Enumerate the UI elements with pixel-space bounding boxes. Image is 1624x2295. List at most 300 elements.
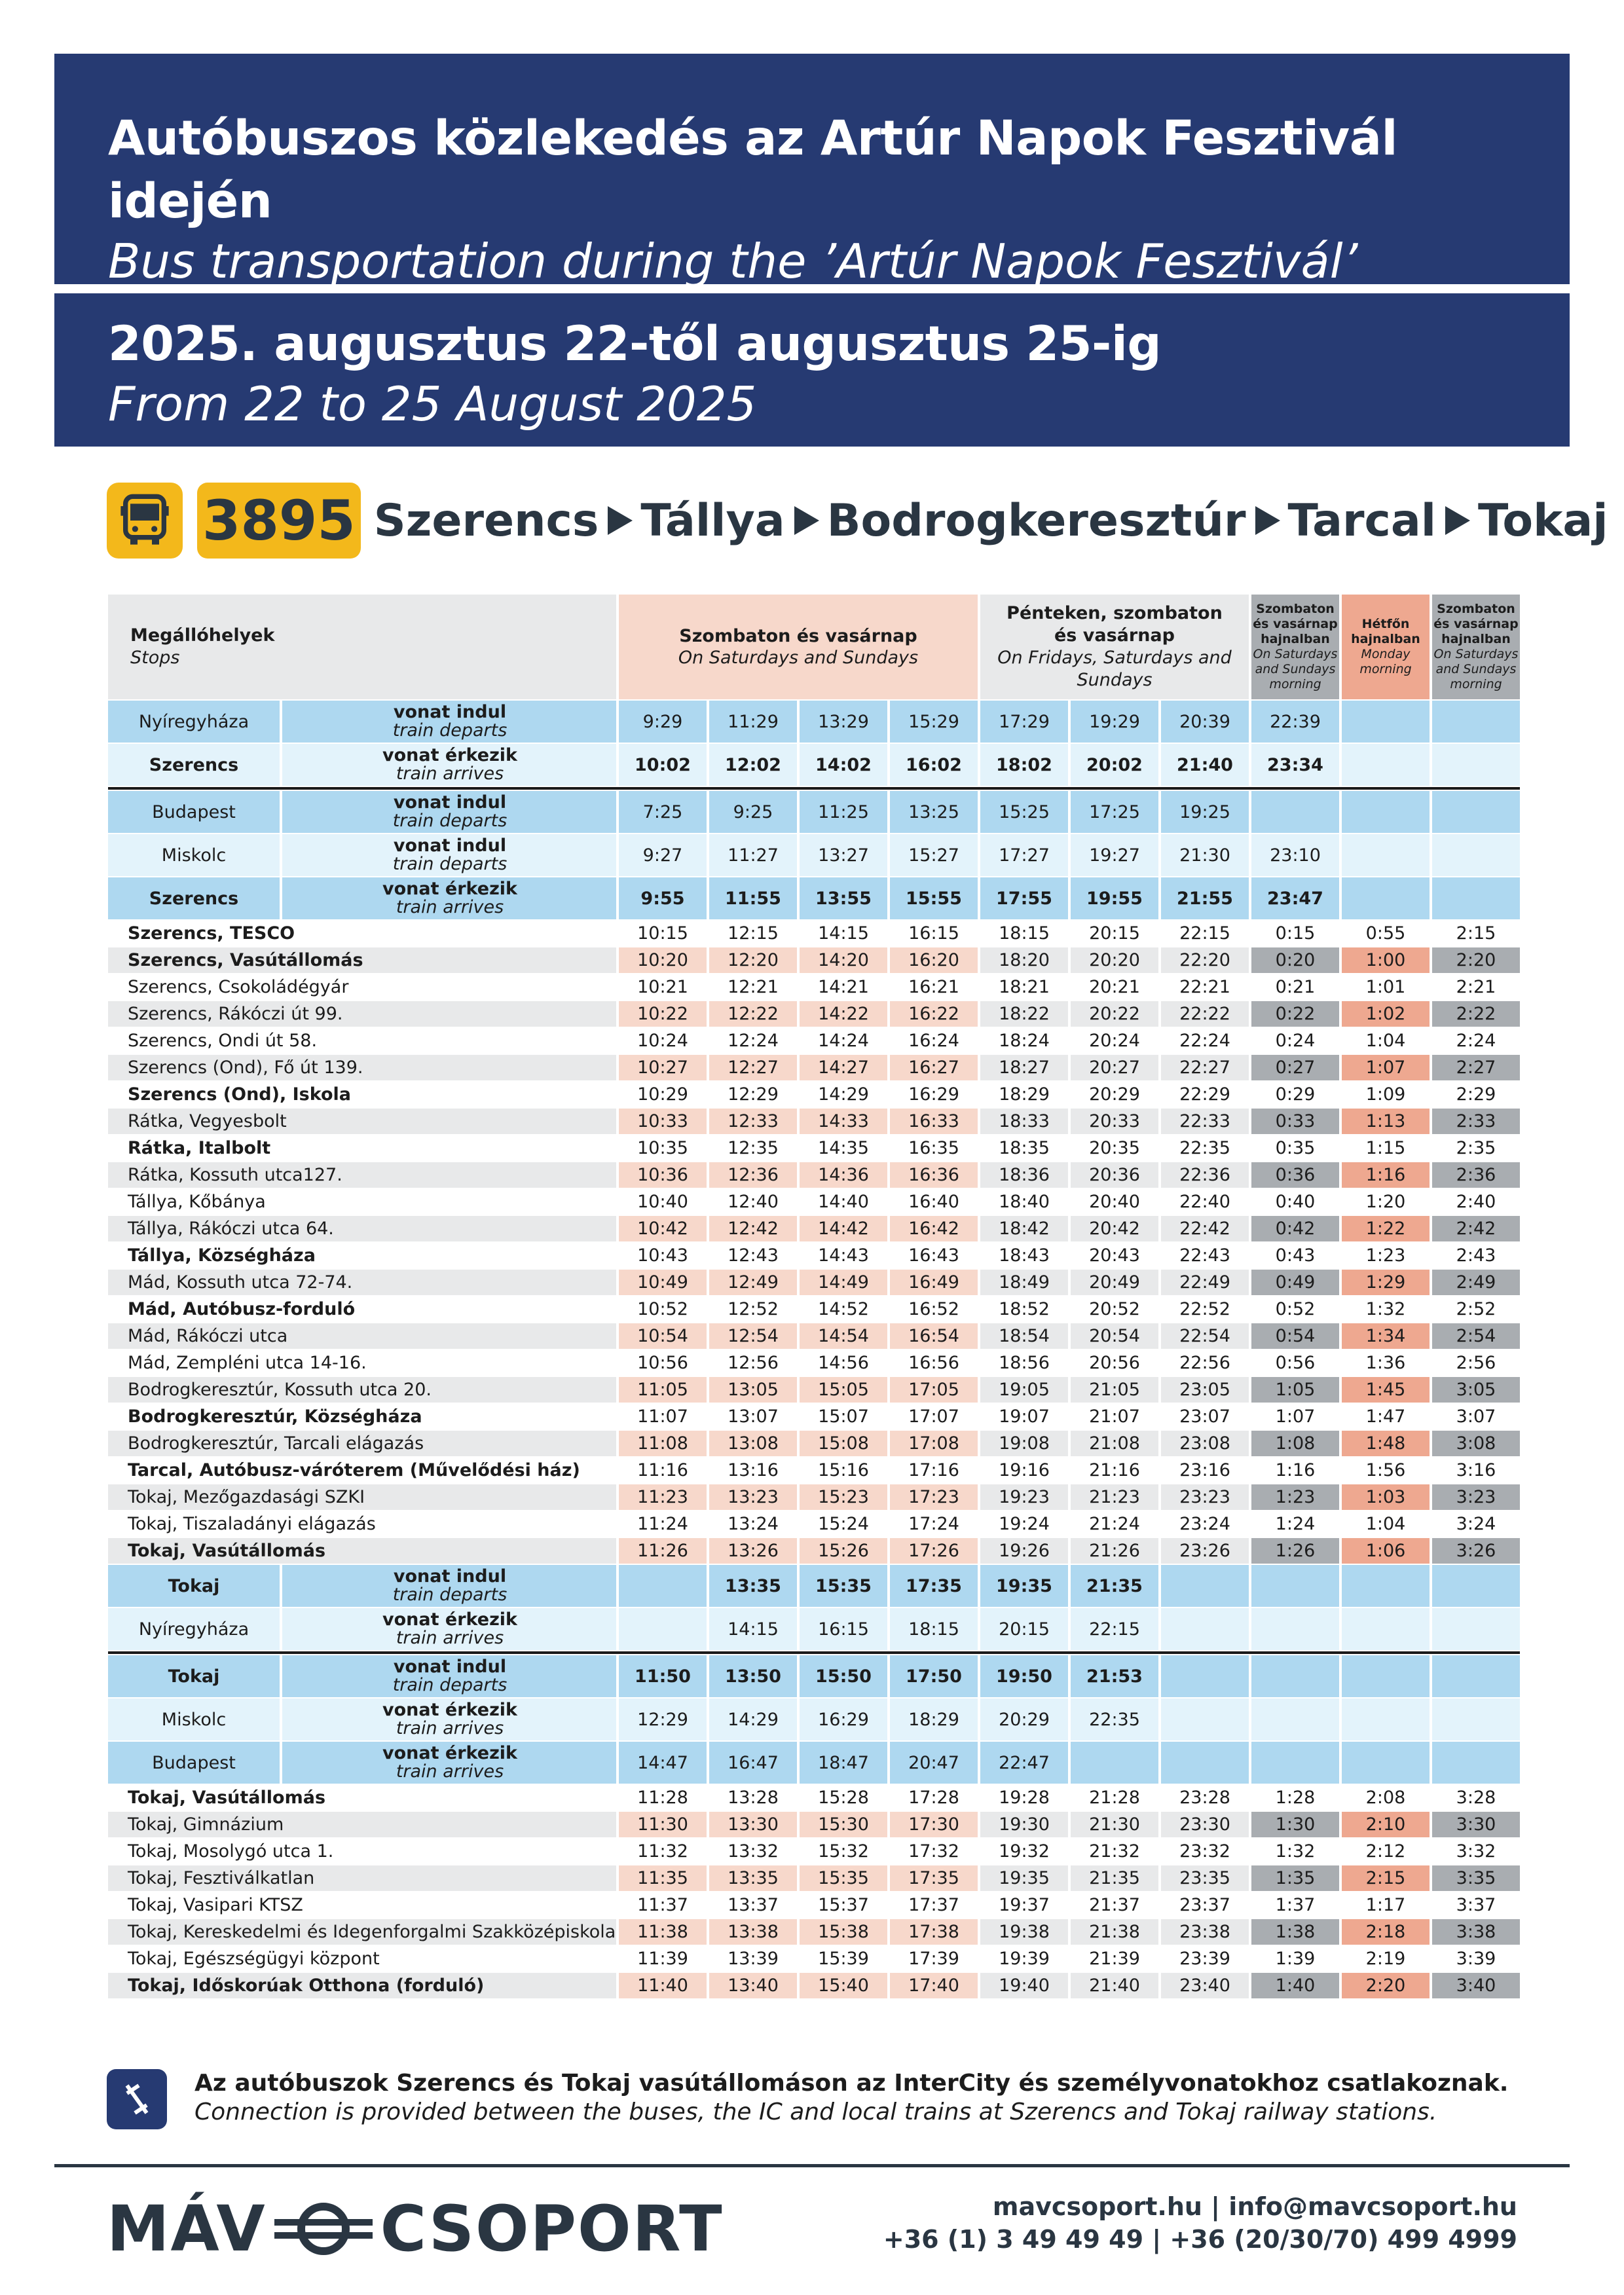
bus-stop-time: 18:36 bbox=[980, 1162, 1068, 1188]
bus-stop-name: Mád, Rákóczi utca bbox=[108, 1323, 616, 1349]
bus-stop-time: 16:33 bbox=[890, 1109, 978, 1134]
bus-stop-time: 11:37 bbox=[637, 1895, 688, 1915]
header-monday-morning bbox=[1342, 595, 1430, 699]
bus-stop-time: 17:28 bbox=[908, 1788, 959, 1808]
bus-stop-name: Szerencs, Vasútállomás bbox=[108, 947, 616, 973]
bus-stop-time: 17:32 bbox=[908, 1841, 959, 1862]
bus-stop-time: 0:15 bbox=[1275, 923, 1316, 944]
bus-stop-time: 1:06 bbox=[1342, 1538, 1430, 1564]
header-stops-en: Stops bbox=[130, 648, 180, 668]
train-time: 14:47 bbox=[619, 1742, 707, 1784]
train-time: 17:27 bbox=[980, 834, 1068, 876]
train-time bbox=[1432, 744, 1520, 786]
train-time: 13:27 bbox=[800, 834, 887, 876]
bus-stop-name: Tállya, Rákóczi utca 64. bbox=[108, 1216, 616, 1241]
bus-stop-time: 2:10 bbox=[1342, 1812, 1430, 1837]
route-stop: Szerencs bbox=[373, 494, 599, 547]
bus-stop-time: 22:40 bbox=[1179, 1192, 1230, 1212]
bus-stop-time: 3:35 bbox=[1432, 1865, 1520, 1891]
train-time bbox=[1342, 791, 1430, 833]
bus-stop-time: 20:22 bbox=[1071, 1001, 1158, 1027]
bus-stop-name: Szerencs, Ondi út 58. bbox=[128, 1031, 318, 1051]
train-action-en: train arrives bbox=[396, 763, 504, 784]
bus-stop-time: 10:49 bbox=[619, 1270, 707, 1295]
bus-stop-time: 1:39 bbox=[1275, 1949, 1316, 1969]
bus-stop-time: 18:42 bbox=[980, 1216, 1068, 1241]
bus-stop-time: 10:33 bbox=[619, 1109, 707, 1134]
bus-stop-time: 3:07 bbox=[1456, 1406, 1496, 1427]
bus-stop-time: 23:07 bbox=[1179, 1406, 1230, 1427]
bus-stop-row bbox=[108, 1135, 1520, 1161]
bus-stop-time: 1:48 bbox=[1342, 1431, 1430, 1456]
bus-stop-name: Rátka, Italbolt bbox=[128, 1138, 271, 1158]
bus-stop-time: 20:40 bbox=[1089, 1192, 1140, 1212]
bus-stop-time: 11:08 bbox=[619, 1431, 707, 1456]
bus-stop-row bbox=[108, 1162, 1520, 1188]
bus-stop-time: 13:40 bbox=[709, 1973, 797, 1998]
train-action bbox=[282, 1742, 616, 1784]
bus-stop-time: 23:08 bbox=[1161, 1431, 1249, 1456]
bus-stop-time: 1:47 bbox=[1365, 1406, 1406, 1427]
bus-stop-time: 2:21 bbox=[1456, 977, 1496, 997]
train-row bbox=[108, 744, 1520, 786]
train-time bbox=[1251, 1608, 1339, 1650]
header-stops bbox=[108, 595, 616, 699]
train-time bbox=[1342, 834, 1430, 876]
info-hu: Az autóbuszok Szerencs és Tokaj vasútállomáson az InterCity és személyvonatokhoz csatlakoznak. bbox=[194, 2070, 1509, 2097]
train-station: Budapest bbox=[108, 791, 280, 833]
train-action-hu: vonat indul bbox=[393, 1566, 507, 1587]
bus-stop-time: 14:24 bbox=[818, 1031, 869, 1051]
bus-stop-time: 11:39 bbox=[637, 1949, 688, 1969]
header-weekend-morning-2-hu: Szombaton és vasárnap hajnalban bbox=[1433, 602, 1519, 646]
train-time: 14:15 bbox=[709, 1608, 797, 1650]
mav-logo bbox=[107, 2192, 724, 2266]
bus-stop-time: 12:54 bbox=[709, 1323, 797, 1349]
bus-stop-time: 23:16 bbox=[1179, 1460, 1230, 1480]
bus-stop-time: 15:30 bbox=[800, 1812, 887, 1837]
bus-stop-time: 12:33 bbox=[709, 1109, 797, 1134]
train-time: 23:47 bbox=[1251, 877, 1339, 919]
bus-stop-row bbox=[108, 1812, 1520, 1837]
bus-stop-time: 1:37 bbox=[1275, 1895, 1316, 1915]
logo-right: CSOPORT bbox=[380, 2192, 724, 2266]
train-time: 13:25 bbox=[890, 791, 978, 833]
bus-stop-time: 19:24 bbox=[999, 1514, 1050, 1534]
bus-stop-time: 17:16 bbox=[908, 1460, 959, 1480]
train-station: Szerencs bbox=[108, 877, 280, 919]
bus-stop-time: 15:24 bbox=[818, 1514, 869, 1534]
train-time bbox=[1342, 1655, 1430, 1697]
bus-stop-time: 3:40 bbox=[1432, 1973, 1520, 1998]
route-stop: Tállya bbox=[640, 494, 785, 547]
train-station: Nyíregyháza bbox=[108, 1608, 280, 1650]
bus-stop-time: 22:52 bbox=[1179, 1299, 1230, 1319]
bus-stop-time: 13:07 bbox=[728, 1406, 779, 1427]
bus-stop-time: 18:15 bbox=[999, 923, 1050, 944]
train-station: Miskolc bbox=[108, 834, 280, 876]
bus-stop-time: 1:04 bbox=[1365, 1031, 1406, 1051]
bus-stop-time: 20:20 bbox=[1071, 947, 1158, 973]
bus-stop-time: 1:30 bbox=[1251, 1812, 1339, 1837]
bus-stop-time: 18:33 bbox=[980, 1109, 1068, 1134]
bus-stop-time: 16:36 bbox=[890, 1162, 978, 1188]
bus-stop-row bbox=[108, 947, 1520, 973]
bus-stop-time: 1:00 bbox=[1342, 947, 1430, 973]
bus-stop-time: 1:16 bbox=[1342, 1162, 1430, 1188]
bus-stop-time: 21:24 bbox=[1089, 1514, 1140, 1534]
train-time: 16:15 bbox=[800, 1608, 887, 1650]
bus-stop-time: 17:37 bbox=[908, 1895, 959, 1915]
bus-stop-time: 18:29 bbox=[999, 1084, 1050, 1105]
train-action-hu: vonat indul bbox=[393, 1657, 507, 1677]
train-time: 19:35 bbox=[980, 1565, 1068, 1607]
bus-stop-row bbox=[108, 1028, 1520, 1054]
train-action-hu: vonat érkezik bbox=[382, 745, 517, 765]
bus-stop-time: 13:26 bbox=[709, 1538, 797, 1564]
train-time: 20:29 bbox=[980, 1698, 1068, 1740]
divider-line bbox=[108, 787, 1520, 790]
train-time bbox=[1342, 701, 1430, 743]
bus-stop-time: 10:24 bbox=[637, 1031, 688, 1051]
train-time: 17:25 bbox=[1071, 791, 1158, 833]
bus-stop-time: 2:49 bbox=[1432, 1270, 1520, 1295]
bus-stop-time: 23:37 bbox=[1179, 1895, 1230, 1915]
bus-stop-time: 19:32 bbox=[999, 1841, 1050, 1862]
bus-stop-row bbox=[108, 1109, 1520, 1134]
bus-stop-time: 21:30 bbox=[1071, 1812, 1158, 1837]
bus-stop-time: 1:15 bbox=[1365, 1138, 1406, 1158]
train-action bbox=[282, 834, 616, 876]
bus-stop-time: 12:43 bbox=[728, 1245, 779, 1266]
train-time bbox=[1071, 1742, 1158, 1784]
dates-banner bbox=[54, 293, 1570, 447]
train-time: 18:47 bbox=[800, 1742, 887, 1784]
train-time: 17:55 bbox=[980, 877, 1068, 919]
train-time bbox=[1251, 1655, 1339, 1697]
dates-hu: 2025. augusztus 22-től augusztus 25-ig bbox=[108, 316, 1162, 372]
title-en: Bus transportation during the ’Artúr Napok Fesztivál’ bbox=[108, 234, 1358, 289]
bus-stop-name: Tokaj, Kereskedelmi és Idegenforgalmi Szakközépiskola bbox=[108, 1919, 616, 1945]
train-time bbox=[1251, 1565, 1339, 1607]
bus-stop-time: 1:17 bbox=[1365, 1895, 1406, 1915]
bus-stop-time: 18:20 bbox=[980, 947, 1068, 973]
train-time bbox=[1432, 1608, 1520, 1650]
bus-stop-time: 15:05 bbox=[800, 1377, 887, 1403]
bus-stop-time: 0:52 bbox=[1275, 1299, 1316, 1319]
bus-stop-time: 19:08 bbox=[980, 1431, 1068, 1456]
train-time bbox=[1432, 1698, 1520, 1740]
train-time bbox=[1432, 834, 1520, 876]
bus-stop-time: 11:35 bbox=[619, 1865, 707, 1891]
bus-stop-time: 1:38 bbox=[1251, 1919, 1339, 1945]
bus-stop-time: 0:55 bbox=[1365, 923, 1406, 944]
bus-stop-time: 0:22 bbox=[1251, 1001, 1339, 1027]
arrow-right-icon bbox=[1255, 506, 1280, 535]
train-time: 9:29 bbox=[619, 701, 707, 743]
train-time: 21:53 bbox=[1071, 1655, 1158, 1697]
train-station: Tokaj bbox=[108, 1565, 280, 1607]
train-action bbox=[282, 1608, 616, 1650]
train-station: Budapest bbox=[108, 1742, 280, 1784]
train-time: 9:25 bbox=[709, 791, 797, 833]
bus-stop-time: 3:39 bbox=[1456, 1949, 1496, 1969]
train-time: 14:02 bbox=[800, 744, 887, 786]
bus-stop-time: 2:20 bbox=[1432, 947, 1520, 973]
bus-stop-time: 19:30 bbox=[980, 1812, 1068, 1837]
bus-stop-name: Tokaj, Vasútállomás bbox=[128, 1788, 326, 1808]
bus-stop-time: 21:40 bbox=[1071, 1973, 1158, 1998]
bus-stop-time: 12:40 bbox=[728, 1192, 779, 1212]
bus-stop-name: Tokaj, Mosolygó utca 1. bbox=[128, 1841, 334, 1862]
bus-stop-time: 14:42 bbox=[800, 1216, 887, 1241]
bus-stop-row bbox=[108, 1892, 1520, 1918]
bus-stop-time: 14:35 bbox=[818, 1138, 869, 1158]
bus-stop-name: Szerencs (Ond), Iskola bbox=[128, 1084, 352, 1105]
train-action-hu: vonat érkezik bbox=[382, 879, 517, 899]
bus-stop-time: 15:39 bbox=[818, 1949, 869, 1969]
bus-stop-time: 22:35 bbox=[1179, 1138, 1230, 1158]
bus-stop-row bbox=[108, 1458, 1520, 1483]
train-time bbox=[1251, 1742, 1339, 1784]
train-action bbox=[282, 701, 616, 743]
train-station: Nyíregyháza bbox=[108, 701, 280, 743]
bus-stop-time: 3:05 bbox=[1432, 1377, 1520, 1403]
bus-stop-time: 20:15 bbox=[1089, 923, 1140, 944]
bus-stop-row bbox=[108, 1243, 1520, 1268]
bus-stop-time: 15:40 bbox=[800, 1973, 887, 1998]
bus-stop-row bbox=[108, 1001, 1520, 1027]
bus-stop-time: 17:40 bbox=[890, 1973, 978, 1998]
bus-stop-time: 13:28 bbox=[728, 1788, 779, 1808]
train-action bbox=[282, 744, 616, 786]
bus-stop-time: 17:05 bbox=[890, 1377, 978, 1403]
bus-stop-time: 10:36 bbox=[619, 1162, 707, 1188]
train-row bbox=[108, 877, 1520, 919]
train-time bbox=[1251, 1698, 1339, 1740]
bus-stop-name: Szerencs, TESCO bbox=[128, 923, 295, 944]
bus-stop-time: 14:36 bbox=[800, 1162, 887, 1188]
header-monday-morning-en: Monday morning bbox=[1359, 647, 1412, 676]
bus-stop-time: 21:08 bbox=[1071, 1431, 1158, 1456]
bus-stop-time: 12:20 bbox=[709, 947, 797, 973]
bus-stop-time: 14:49 bbox=[800, 1270, 887, 1295]
arrow-right-icon bbox=[1445, 506, 1470, 535]
bus-stop-time: 12:27 bbox=[709, 1055, 797, 1080]
bus-stop-time: 10:20 bbox=[619, 947, 707, 973]
contact-web-email[interactable]: mavcsoport.hu | info@mavcsoport.hu bbox=[992, 2192, 1517, 2221]
bus-stop-time: 13:39 bbox=[728, 1949, 779, 1969]
bus-stop-time: 13:32 bbox=[728, 1841, 779, 1862]
bus-stop-time: 15:37 bbox=[818, 1895, 869, 1915]
bus-stop-time: 1:56 bbox=[1365, 1460, 1406, 1480]
bus-stop-time: 16:52 bbox=[908, 1299, 959, 1319]
header-weekend-morning-2-en: On Saturdays and Sundays morning bbox=[1433, 647, 1519, 691]
bus-stop-time: 19:07 bbox=[999, 1406, 1050, 1427]
bus-stop-time: 1:24 bbox=[1275, 1514, 1316, 1534]
train-action bbox=[282, 1565, 616, 1607]
train-time bbox=[1432, 1655, 1520, 1697]
footer-contact bbox=[883, 2190, 1517, 2256]
bus-stop-time: 0:21 bbox=[1275, 977, 1316, 997]
title-hu: Autóbuszos közlekedés az Artúr Napok Fesztivál idején bbox=[108, 111, 1397, 229]
header-weekend-morning-hu: Szombaton és vasárnap hajnalban bbox=[1253, 602, 1338, 646]
bus-stop-time: 14:56 bbox=[818, 1353, 869, 1373]
train-time: 13:35 bbox=[709, 1565, 797, 1607]
bus-stop-time: 19:16 bbox=[999, 1460, 1050, 1480]
bus-stop-time: 21:07 bbox=[1089, 1406, 1140, 1427]
arrow-right-icon bbox=[608, 506, 633, 535]
bus-stop-row bbox=[108, 1785, 1520, 1810]
bus-stop-time: 2:52 bbox=[1456, 1299, 1496, 1319]
bus-stop-time: 21:35 bbox=[1071, 1865, 1158, 1891]
bus-stop-time: 19:05 bbox=[980, 1377, 1068, 1403]
header-weekend bbox=[619, 595, 978, 699]
train-action-en: train departs bbox=[392, 1585, 507, 1605]
bus-stop-name: Rátka, Vegyesbolt bbox=[108, 1109, 616, 1134]
train-station: Tokaj bbox=[108, 1655, 280, 1697]
train-time: 11:55 bbox=[709, 877, 797, 919]
contact-phones: +36 (1) 3 49 49 49 | +36 (20/30/70) 499 4999 bbox=[883, 2225, 1517, 2254]
bus-stop-time: 23:35 bbox=[1161, 1865, 1249, 1891]
bus-stop-time: 21:16 bbox=[1089, 1460, 1140, 1480]
bus-stop-time: 3:32 bbox=[1456, 1841, 1496, 1862]
table-divider bbox=[108, 787, 1520, 790]
train-time bbox=[619, 1565, 707, 1607]
bus-stop-time: 14:15 bbox=[818, 923, 869, 944]
bus-stop-time: 1:03 bbox=[1342, 1484, 1430, 1510]
bus-stop-time: 18:27 bbox=[980, 1055, 1068, 1080]
train-time: 14:29 bbox=[709, 1698, 797, 1740]
bus-stop-time: 2:33 bbox=[1432, 1109, 1520, 1134]
train-time: 19:29 bbox=[1071, 701, 1158, 743]
bus-stop-time: 18:21 bbox=[999, 977, 1050, 997]
bus-stop-time: 12:21 bbox=[728, 977, 779, 997]
bus-stop-time: 12:22 bbox=[709, 1001, 797, 1027]
bus-stop-time: 2:18 bbox=[1342, 1919, 1430, 1945]
train-time bbox=[1342, 1742, 1430, 1784]
bus-stop-time: 11:23 bbox=[619, 1484, 707, 1510]
bus-stop-time: 22:21 bbox=[1179, 977, 1230, 997]
train-row bbox=[108, 834, 1520, 876]
train-time: 16:29 bbox=[800, 1698, 887, 1740]
bus-stop-time: 22:27 bbox=[1161, 1055, 1249, 1080]
bus-stop-name: Tokaj, Egészségügyi központ bbox=[128, 1949, 380, 1969]
bus-stop-row bbox=[108, 974, 1520, 1000]
bus-stop-time: 18:35 bbox=[999, 1138, 1050, 1158]
bus-stop-time: 18:52 bbox=[999, 1299, 1050, 1319]
bus-stop-time: 2:12 bbox=[1365, 1841, 1406, 1862]
bus-stop-time: 1:23 bbox=[1251, 1484, 1339, 1510]
bus-stop-time: 18:43 bbox=[999, 1245, 1050, 1266]
bus-stop-time: 20:21 bbox=[1089, 977, 1140, 997]
bus-stop-time: 16:40 bbox=[908, 1192, 959, 1212]
bus-stop-row bbox=[108, 1055, 1520, 1080]
bus-stop-time: 17:39 bbox=[908, 1949, 959, 1969]
timetable-body bbox=[108, 701, 1520, 1998]
bus-stop-name: Tokaj, Gimnázium bbox=[108, 1812, 616, 1837]
bus-stop-time: 0:54 bbox=[1251, 1323, 1339, 1349]
train-time: 20:39 bbox=[1161, 701, 1249, 743]
bus-stop-time: 0:56 bbox=[1275, 1353, 1316, 1373]
train-time: 22:47 bbox=[980, 1742, 1068, 1784]
bus-stop-time: 11:28 bbox=[637, 1788, 688, 1808]
bus-stop-time: 3:24 bbox=[1456, 1514, 1496, 1534]
train-time: 20:15 bbox=[980, 1608, 1068, 1650]
bus-stop-time: 22:24 bbox=[1179, 1031, 1230, 1051]
bus-stop-name: Tokaj, Vasútállomás bbox=[108, 1538, 616, 1564]
bus-stop-time: 3:37 bbox=[1456, 1895, 1496, 1915]
bus-stop-time: 19:38 bbox=[980, 1919, 1068, 1945]
bus-stop-time: 23:40 bbox=[1161, 1973, 1249, 1998]
bus-stop-time: 22:54 bbox=[1161, 1323, 1249, 1349]
bus-stop-time: 1:07 bbox=[1342, 1055, 1430, 1080]
bus-stop-time: 12:15 bbox=[728, 923, 779, 944]
bus-stop-time: 1:04 bbox=[1365, 1514, 1406, 1534]
bus-stop-row bbox=[108, 1216, 1520, 1241]
train-row bbox=[108, 701, 1520, 743]
bus-stop-time: 13:38 bbox=[709, 1919, 797, 1945]
bus-stop-time: 12:52 bbox=[728, 1299, 779, 1319]
train-time bbox=[1161, 1655, 1249, 1697]
bus-stop-name: Tokaj, Időskorúak Otthona (forduló) bbox=[108, 1973, 616, 1998]
bus-stop-time: 11:24 bbox=[637, 1514, 688, 1534]
bus-stop-time: 17:24 bbox=[908, 1514, 959, 1534]
bus-stop-time: 17:26 bbox=[890, 1538, 978, 1564]
bus-stop-time: 12:42 bbox=[709, 1216, 797, 1241]
bus-stop-name: Mád, Kossuth utca 72-74. bbox=[108, 1270, 616, 1295]
bus-stop-time: 14:40 bbox=[818, 1192, 869, 1212]
bus-stop-time: 23:26 bbox=[1161, 1538, 1249, 1564]
bus-stop-time: 13:16 bbox=[728, 1460, 779, 1480]
bus-stop-time: 19:40 bbox=[980, 1973, 1068, 1998]
bus-stop-time: 14:29 bbox=[818, 1084, 869, 1105]
bus-stop-row bbox=[108, 1865, 1520, 1891]
connection-info bbox=[107, 2069, 1508, 2129]
bus-stop-name: Tokaj, Vasipari KTSZ bbox=[128, 1895, 303, 1915]
train-action-en: train departs bbox=[392, 1675, 507, 1695]
bus-stop-time: 23:05 bbox=[1161, 1377, 1249, 1403]
bus-stop-name: Tállya, Községháza bbox=[128, 1245, 316, 1266]
bus-stop-time: 1:32 bbox=[1275, 1841, 1316, 1862]
bus-stop-time: 1:01 bbox=[1365, 977, 1406, 997]
bus-stop-time: 20:52 bbox=[1089, 1299, 1140, 1319]
train-time bbox=[1432, 1742, 1520, 1784]
bus-stop-time: 11:30 bbox=[619, 1812, 707, 1837]
bus-stop-time: 10:56 bbox=[637, 1353, 688, 1373]
train-action-en: train arrives bbox=[396, 897, 504, 917]
bus-stop-name: Tállya, Kőbánya bbox=[128, 1192, 266, 1212]
bus-stop-name: Tokaj, Mezőgazdasági SZKI bbox=[108, 1484, 616, 1510]
train-time: 18:02 bbox=[980, 744, 1068, 786]
bus-stop-time: 12:49 bbox=[709, 1270, 797, 1295]
bus-stop-time: 18:24 bbox=[999, 1031, 1050, 1051]
bus-icon bbox=[107, 483, 183, 559]
bus-stop-name: Rátka, Kossuth utca127. bbox=[108, 1162, 616, 1188]
train-time: 22:39 bbox=[1251, 701, 1339, 743]
bus-stop-time: 12:29 bbox=[728, 1084, 779, 1105]
header-fri-weekend-hu: Pénteken, szombaton és vasárnap bbox=[1006, 603, 1223, 646]
bus-stop-time: 22:20 bbox=[1161, 947, 1249, 973]
bus-stop-time: 19:28 bbox=[999, 1788, 1050, 1808]
bus-stop-time: 0:36 bbox=[1251, 1162, 1339, 1188]
train-time: 21:40 bbox=[1161, 744, 1249, 786]
bus-stop-time: 14:43 bbox=[818, 1245, 869, 1266]
bus-stop-time: 13:23 bbox=[709, 1484, 797, 1510]
train-action-en: train departs bbox=[392, 811, 507, 831]
bus-stop-time: 23:28 bbox=[1179, 1788, 1230, 1808]
bus-stop-time: 10:43 bbox=[637, 1245, 688, 1266]
